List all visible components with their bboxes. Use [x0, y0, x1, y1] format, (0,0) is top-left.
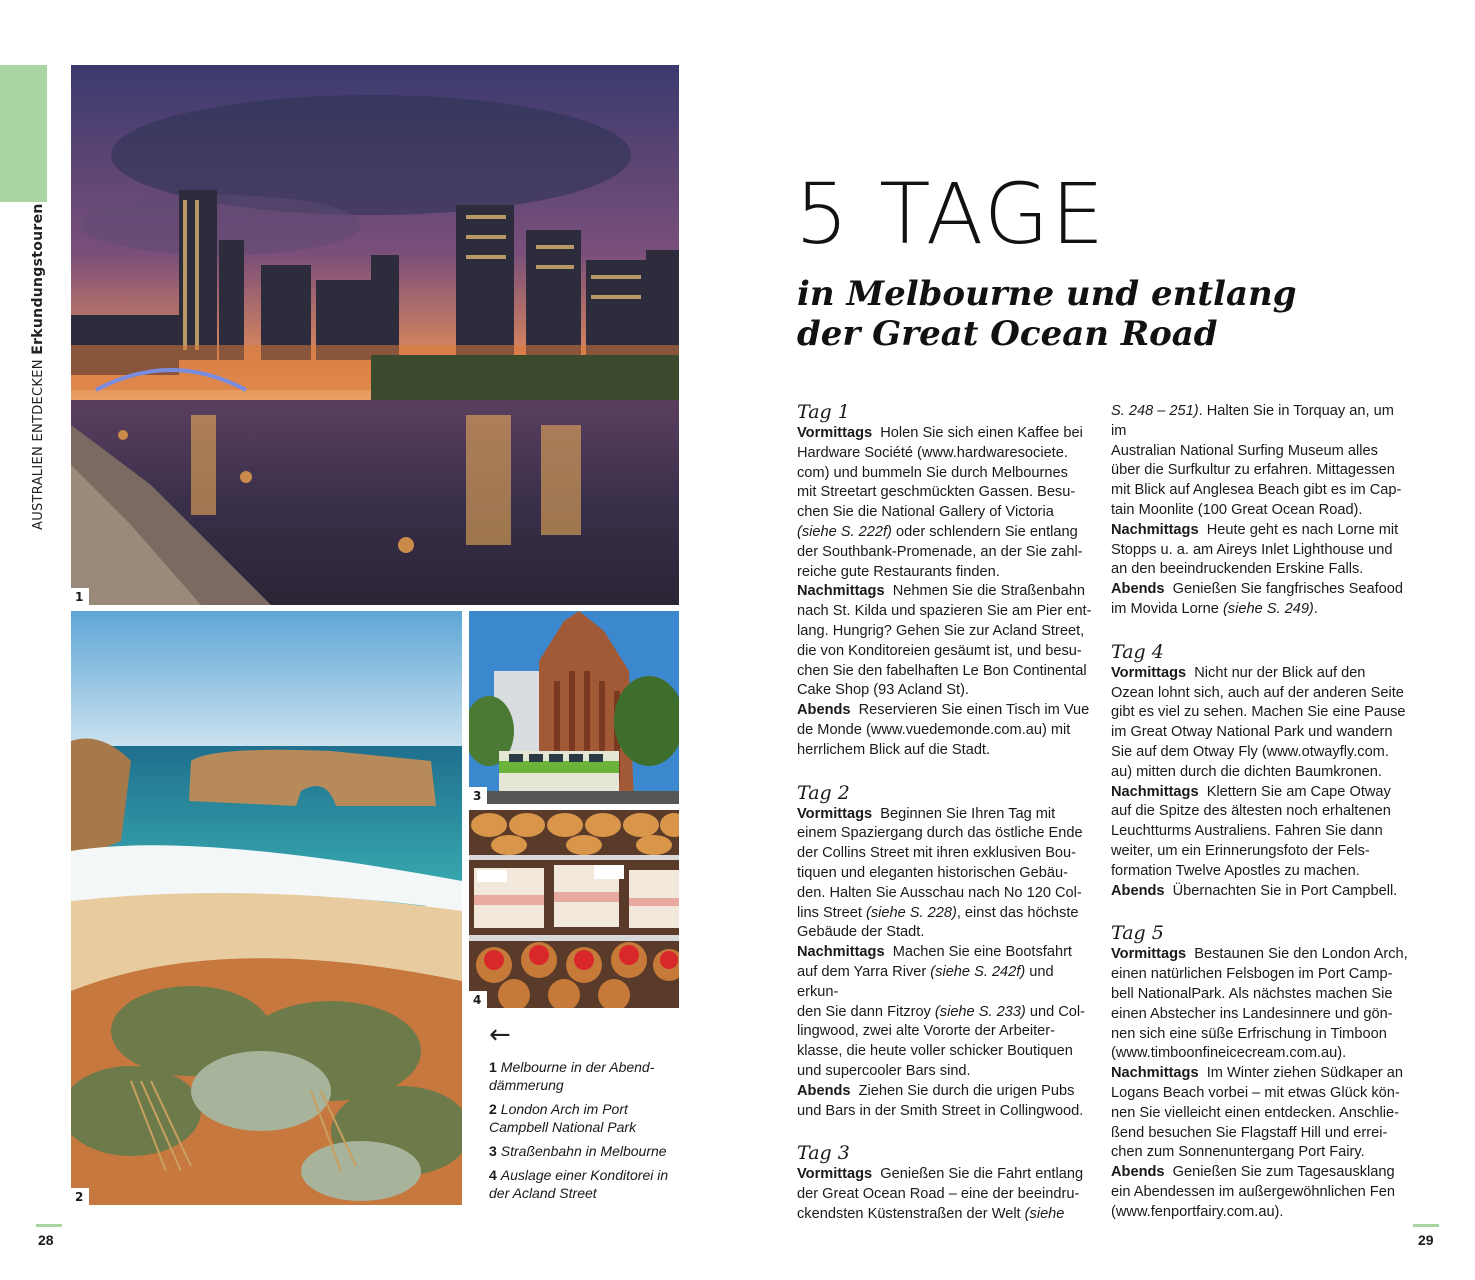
paragraph: Abends Übernachten Sie in Port Campbell.: [1111, 882, 1398, 899]
photo-melbourne-skyline: [71, 65, 679, 605]
arrow-left-icon: ←: [489, 1020, 511, 1050]
section-label-light: AUSTRALIEN ENTDECKEN: [31, 359, 46, 530]
photo-london-arch: [71, 611, 462, 1205]
section-label: [30, 200, 50, 530]
paragraph: Nachmittags Machen Sie eine Bootsfahrt auf dem Yarra River (siehe S. 242f) und erkun- den Sie dann Fitzroy (siehe S. 233) und Col- lingwood, zwei alte Vororte der Arbeiter- klasse, die heute voller schicker Boutiquen und supercooler Bars sind.: [797, 944, 1085, 1079]
page-title: 5 TAGE: [795, 165, 1107, 263]
page-marker: [36, 1224, 62, 1227]
paragraph: Vormittags Nicht nur der Blick auf den Ozean lohnt sich, auch auf der anderen Seite gibt es viel zu sehen. Machen Sie eine Pause im Great Otway National Park und wandern Sie auf dem Otway Fly (www.otwayfly.com. au) mitten durch die dichten Baumkronen.: [1111, 664, 1406, 780]
page-marker: [1413, 1224, 1439, 1227]
paragraph: Vormittags Beginnen Sie Ihren Tag mit einem Spaziergang durch das östliche Ende der Collins Street mit ihren exklusiven Bou- tiquen und eleganten historischen Gebäu- den. Halten Sie Ausschau nach No 120 Col- lins Street (siehe S. 228), einst das höchste Gebäude der Stadt.: [797, 805, 1083, 941]
paragraph: Abends Genießen Sie zum Tagesausklang ein Abendessen im außergewöhnlichen Fen (www.fenportfairy.com.au).: [1111, 1164, 1395, 1220]
day-heading: Tag 4: [1111, 640, 1164, 663]
day-heading: Tag 5: [1111, 922, 1164, 945]
paragraph: Abends Ziehen Sie durch die urigen Pubs und Bars in der Smith Street in Collingwood.: [797, 1082, 1084, 1119]
photo-number: 2: [71, 1188, 89, 1205]
subtitle-line-2: der Great Ocean Road: [797, 314, 1218, 354]
section-tab: [0, 65, 47, 202]
photo-cakes: [469, 810, 679, 1008]
caption: 1 Melbourne in der Abend- dämmerung: [489, 1059, 655, 1093]
paragraph: S. 248 – 251). Halten Sie in Torquay an, um im Australian National Surfing Museum alles über die Surfkultur zu erfahren. Mittagessen mit Blick auf Anglesea Beach gibt es im Cap- tain Moonlite (100 Great Ocean Road).: [1111, 403, 1402, 518]
subtitle-line-1: in Melbourne und entlang: [797, 274, 1297, 314]
paragraph: Nachmittags Heute geht es nach Lorne mit Stopps u. a. am Aireys Inlet Lighthouse und an den beeindruckenden Erskine Falls.: [1111, 521, 1399, 578]
photo-number: 1: [71, 588, 89, 605]
caption: 2 London Arch im Port Campbell National Park: [489, 1101, 637, 1135]
section-label-bold: Erkundungstouren: [30, 203, 46, 355]
page-subtitle: [797, 274, 1357, 354]
paragraph: Nachmittags Nehmen Sie die Straßenbahn nach St. Kilda und spazieren Sie am Pier ent- lang. Hungrig? Gehen Sie zur Acland Street, die von Konditoreien gesäumt ist, und besu- chen Sie den fabelhaften Le Bon Continental Cake Shop (93 Acland St).: [797, 583, 1092, 699]
photo-tram: [469, 611, 679, 804]
page-number-left: 28: [38, 1232, 54, 1248]
paragraph: Vormittags Genießen Sie die Fahrt entlang der Great Ocean Road – eine der beeindru- ckendsten Küstenstraßen der Welt (siehe: [797, 1166, 1084, 1222]
photo-captions: [489, 1058, 679, 1208]
caption: 4 Auslage einer Konditorei in der Acland Street: [489, 1167, 669, 1201]
paragraph: Nachmittags Klettern Sie am Cape Otway auf die Spitze des ältesten noch erhaltenen Leuchtturms Australiens. Fahren Sie dann weiter, um ein Erinnerungsfoto der Fels- formation Twelve Apostles zu machen.: [1111, 783, 1391, 879]
photo-number: 4: [469, 991, 487, 1008]
caption: 3 Straßenbahn in Melbourne: [489, 1143, 667, 1159]
paragraph: Abends Reservieren Sie einen Tisch im Vue de Monde (www.vuedemonde.com.au) mit herrlichem Blick auf die Stadt.: [797, 702, 1090, 758]
day-heading: Tag 1: [797, 401, 850, 423]
text-column-2: [1111, 402, 1411, 1222]
day-heading: Tag 3: [797, 1142, 850, 1165]
paragraph: Abends Genießen Sie fangfrisches Seafood im Movida Lorne (siehe S. 249).: [1111, 581, 1404, 617]
paragraph: Vormittags Bestaunen Sie den London Arch, einen natürlichen Felsbogen im Port Camp- bell NationalPark. Als nächstes machen Sie einen Abstecher ins Landesinnere und gön- nen sich eine süße Erfrischung in Timboon (www.timboonfineicecream.com.au).: [1111, 946, 1408, 1062]
text-column-1: [797, 400, 1097, 1225]
day-heading: Tag 2: [797, 781, 850, 804]
paragraph: Vormittags Holen Sie sich einen Kaffee bei Hardware Société (www.hardwaresociete. com) und bummeln Sie durch Melbournes mit Streetart geschmückten Gassen. Besu- chen Sie die National Gallery of Victoria (siehe S. 222f) oder schlendern Sie entlang der Southbank-Promenade, an der Sie zahl- reiche gute Restaurants finden.: [797, 425, 1083, 580]
photo-number: 3: [469, 787, 487, 804]
page-number-right: 29: [1418, 1232, 1434, 1248]
paragraph: Nachmittags Im Winter ziehen Südkaper an Logans Beach vorbei – mit etwas Glück kön- nen Sie vielleicht einen entdecken. Anschlie- ßend besuchen Sie Flagstaff Hill und errei- chen zum Sonnenuntergang Port Fairy.: [1111, 1065, 1404, 1161]
